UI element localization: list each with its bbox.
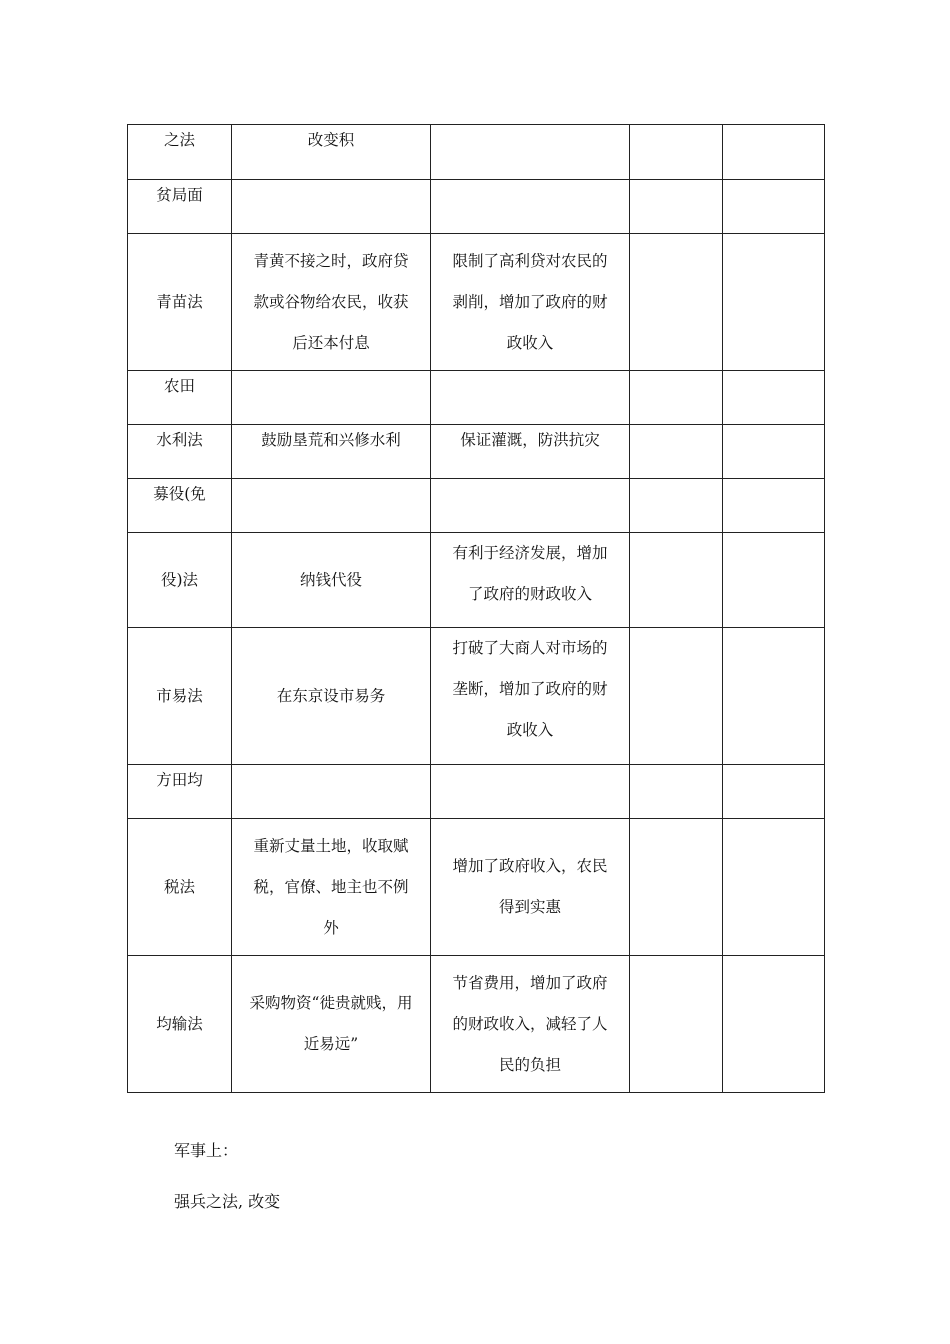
table-cell [723, 819, 825, 956]
table-row [128, 479, 825, 533]
table-cell [431, 371, 630, 425]
table-cell [232, 533, 431, 628]
table-cell [723, 125, 825, 180]
table-cell [630, 628, 723, 765]
table-cell [630, 180, 723, 234]
table-cell [232, 180, 431, 234]
measure-content: 青黄不接之时，政府贷款或谷物给农民，收获后还本付息 [253, 251, 409, 352]
table-cell [128, 125, 232, 180]
table-cell [128, 819, 232, 956]
measure-effect: 有利于经济发展，增加了政府的财政收入 [452, 544, 608, 603]
table-cell [723, 628, 825, 765]
measure-effect: 增加了政府收入，农民得到实惠 [452, 857, 608, 916]
measure-effect: 保证灌溉，防洪抗灾 [460, 431, 600, 449]
measure-content: 重新丈量土地，收取赋税，官僚、地主也不例外 [253, 836, 409, 937]
table-cell [431, 125, 630, 180]
measure-name: 水利法 [156, 431, 203, 449]
table-cell [431, 180, 630, 234]
table-cell [431, 479, 630, 533]
table-cell [431, 765, 630, 819]
table-cell [128, 234, 232, 371]
table-row [128, 819, 825, 956]
table-cell [431, 628, 630, 765]
table-cell [723, 234, 825, 371]
table-cell [630, 234, 723, 371]
table-cell [431, 234, 630, 371]
table-cell [630, 479, 723, 533]
table-cell [630, 765, 723, 819]
table-cell [431, 819, 630, 956]
table-cell [723, 180, 825, 234]
table-cell [723, 425, 825, 479]
table-cell [431, 533, 630, 628]
table-row [128, 425, 825, 479]
measure-content: 纳钱代役 [299, 570, 362, 589]
table-cell [232, 371, 431, 425]
table-cell [128, 425, 232, 479]
table-cell [431, 425, 630, 479]
army-reform-line: 强兵之法, 改变 [174, 1192, 281, 1211]
table-row [128, 628, 825, 765]
table-cell [232, 234, 431, 371]
table-row [128, 125, 825, 180]
measure-name: 募役(免 [153, 485, 206, 503]
table-cell [232, 956, 431, 1093]
table-cell [630, 956, 723, 1093]
reform-table [127, 124, 825, 1093]
measure-name: 役)法 [160, 570, 199, 589]
table-cell [128, 180, 232, 234]
measure-name: 方田均 [156, 771, 203, 789]
table-cell [128, 371, 232, 425]
table-cell [128, 479, 232, 533]
table-cell [630, 819, 723, 956]
table-cell [232, 125, 431, 180]
table-cell [232, 628, 431, 765]
measure-effect: 限制了高利贷对农民的剥削，增加了政府的财政收入 [452, 251, 608, 352]
table-cell [128, 765, 232, 819]
measure-effect: 节省费用，增加了政府的财政收入，减轻了人民的负担 [452, 973, 608, 1074]
table-cell [128, 628, 232, 765]
measure-content: 采购物资“徙贵就贱，用近易远” [249, 994, 413, 1053]
table-cell [128, 956, 232, 1093]
table-cell [431, 956, 630, 1093]
measure-name: 青苗法 [156, 292, 203, 311]
table-cell [723, 956, 825, 1093]
table-cell [128, 533, 232, 628]
table-cell [723, 371, 825, 425]
table-cell [723, 533, 825, 628]
measure-name: 税法 [163, 877, 195, 896]
table-cell [630, 425, 723, 479]
table-cell [630, 125, 723, 180]
measure-content: 鼓励垦荒和兴修水利 [261, 431, 401, 449]
table-row [128, 956, 825, 1093]
table-row [128, 234, 825, 371]
measure-name: 农田 [163, 377, 195, 395]
table-cell [232, 479, 431, 533]
table-row [128, 180, 825, 234]
measure-name: 市易法 [156, 686, 203, 705]
table-cell [232, 765, 431, 819]
measure-content: 在东京设市易务 [276, 686, 386, 705]
military-heading: 军事上： [174, 1141, 239, 1160]
table-row [128, 533, 825, 628]
measure-name: 贫局面 [156, 186, 203, 204]
measure-effect: 打破了大商人对市场的垄断，增加了政府的财政收入 [452, 639, 608, 739]
table-row [128, 765, 825, 819]
measure-content: 改变积 [307, 131, 355, 149]
table-cell [232, 819, 431, 956]
measure-name: 之法 [163, 131, 195, 149]
table-cell [630, 371, 723, 425]
table-cell [232, 425, 431, 479]
table-row [128, 371, 825, 425]
table-cell [630, 533, 723, 628]
table-cell [723, 479, 825, 533]
measure-name: 均输法 [156, 1014, 203, 1033]
table-cell [723, 765, 825, 819]
